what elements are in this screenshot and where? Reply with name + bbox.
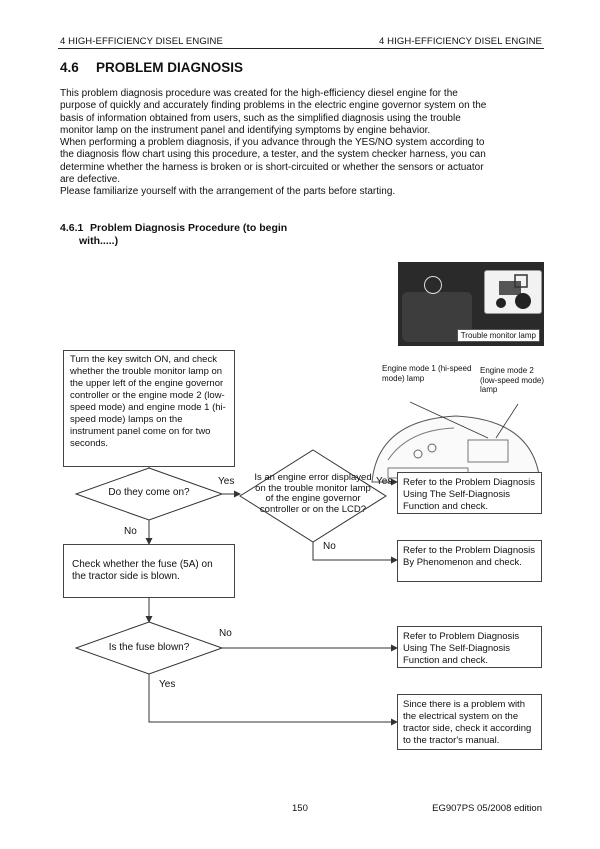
start-check-box: Turn the key switch ON, and check whether the trouble monitor lamp on the upper left of the engine governor controller or the engine mode 2 (low-speed mode) and engine mode 1 (hi-speed mode) lamps on the instrument panel come on for two seconds. bbox=[63, 350, 235, 467]
decision-fuse-blown: Is the fuse blown? bbox=[108, 642, 190, 653]
callout-engine-mode-1: Engine mode 1 (hi-speed mode) lamp bbox=[382, 364, 472, 383]
label-no-2: No bbox=[323, 541, 336, 552]
subsection-number: 4.6.1 bbox=[60, 222, 84, 234]
decision-engine-error: Is an engine error displayed on the trouble monitor lamp of the engine governor controller or on the LCD? bbox=[254, 472, 372, 515]
label-yes-3: Yes bbox=[159, 679, 176, 690]
fuse-check-box: Check whether the fuse (5A) on the tractor side is blown. bbox=[63, 544, 235, 598]
subsection-title-line1: Problem Diagnosis Procedure (to begin bbox=[90, 222, 288, 234]
section-title-text: PROBLEM DIAGNOSIS bbox=[96, 60, 244, 75]
callout-engine-mode-2: Engine mode 2 (low-speed mode) lamp bbox=[480, 366, 545, 394]
result-self-diagnosis-1: Refer to the Problem Diagnosis Using The Self-Diagnosis Function and check. bbox=[397, 472, 542, 514]
edition-label: EG907PS 05/2008 edition bbox=[432, 803, 542, 814]
paragraph: When performing a problem diagnosis, if you advance through the YES/NO system according to the diagnosis flow chart using this procedure, a tester, and the system checker harness, you can determine whether the harness is broken or is short-circuited or whether the sensors or actuator are defective. bbox=[60, 137, 486, 186]
label-no-3: No bbox=[219, 628, 232, 639]
header-right: 4 HIGH-EFFICIENCY DISEL ENGINE bbox=[379, 36, 542, 47]
result-self-diagnosis-2: Refer to Problem Diagnosis Using The Self-Diagnosis Function and check. bbox=[397, 626, 542, 668]
paragraph: Please familiarize yourself with the arrangement of the parts before starting. bbox=[60, 186, 396, 198]
label-no-1: No bbox=[124, 526, 137, 537]
trouble-monitor-lamp-label: Trouble monitor lamp bbox=[457, 329, 540, 342]
label-yes-2: Yes bbox=[376, 476, 393, 487]
section-number: 4.6 bbox=[60, 60, 79, 75]
result-by-phenomenon: Refer to the Problem Diagnosis By Phenomenon and check. bbox=[397, 540, 542, 582]
header-left: 4 HIGH-EFFICIENCY DISEL ENGINE bbox=[60, 36, 223, 47]
page-number: 150 bbox=[292, 803, 308, 814]
decision-they-come-on: Do they come on? bbox=[108, 487, 190, 498]
paragraph: This problem diagnosis procedure was created for the high-efficiency diesel engine for the purpose of quickly and accurately finding problems in the electric engine governor system on the basis of information obtained from users, such as the simplified diagnosis using the trouble monitor lamp on the instrument panel and identifying symptoms by engine behavior. bbox=[60, 88, 487, 136]
label-yes-1: Yes bbox=[218, 476, 235, 487]
result-tractor-manual: Since there is a problem with the electrical system on the tractor side, check it according to the tractor's manual. bbox=[397, 694, 542, 750]
subsection-title-line2: with.....) bbox=[79, 235, 119, 247]
